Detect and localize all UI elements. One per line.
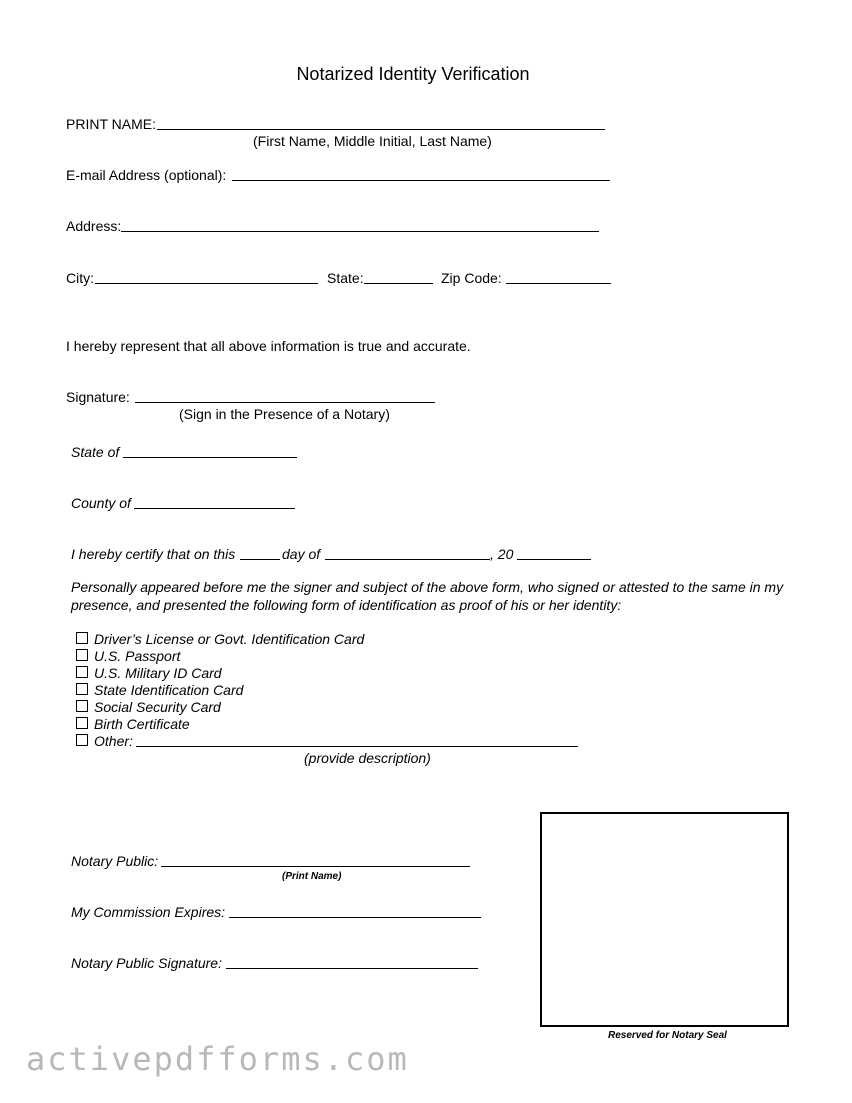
address-field[interactable] <box>121 231 599 232</box>
commission-label: My Commission Expires: <box>71 904 226 920</box>
checkbox-passport[interactable] <box>76 649 88 661</box>
certify-day-label: day of <box>282 546 321 562</box>
certify-month-field[interactable] <box>325 559 490 560</box>
checkbox-military-id[interactable] <box>76 666 88 678</box>
city-label: City: <box>66 270 94 286</box>
other-description-field[interactable] <box>136 746 578 747</box>
checkbox-other[interactable] <box>76 734 88 746</box>
declaration-text: I hereby represent that all above information is true and accurate. <box>66 338 471 354</box>
option-other: Other: <box>94 733 133 749</box>
notary-seal-box <box>540 812 789 1027</box>
notary-signature-field[interactable] <box>226 968 478 969</box>
other-hint: (provide description) <box>304 750 431 766</box>
checkbox-state-id[interactable] <box>76 683 88 695</box>
print-name-field[interactable] <box>157 129 605 130</box>
county-of-label: County of <box>71 495 131 511</box>
option-birth-certificate: Birth Certificate <box>94 716 190 732</box>
option-social-security: Social Security Card <box>94 699 221 715</box>
signature-label: Signature: <box>66 389 130 405</box>
state-of-field[interactable] <box>123 457 297 458</box>
city-field[interactable] <box>95 283 318 284</box>
certify-day-field[interactable] <box>240 559 280 560</box>
watermark-text: activepdfforms.com <box>26 1040 409 1078</box>
state-of-label: State of <box>71 444 120 460</box>
checkbox-drivers-license[interactable] <box>76 632 88 644</box>
notary-public-field[interactable] <box>161 866 470 867</box>
option-military-id: U.S. Military ID Card <box>94 665 222 681</box>
state-label: State: <box>327 270 364 286</box>
certify-prefix: I hereby certify that on this <box>71 546 236 562</box>
option-drivers-license: Driver’s License or Govt. Identification Card <box>94 631 365 647</box>
zip-field[interactable] <box>506 283 611 284</box>
page-title: Notarized Identity Verification <box>296 64 530 84</box>
state-field[interactable] <box>364 283 433 284</box>
county-of-field[interactable] <box>134 508 295 509</box>
checkbox-birth-certificate[interactable] <box>76 717 88 729</box>
print-name-hint: (First Name, Middle Initial, Last Name) <box>253 133 492 149</box>
option-passport: U.S. Passport <box>94 648 181 664</box>
commission-field[interactable] <box>229 917 481 918</box>
certify-year-field[interactable] <box>517 559 591 560</box>
appeared-paragraph: Personally appeared before me the signer and subject of the above form, who signed or attested to the same in my presence, and presented the following form of identification as proof of his or her identity: <box>71 579 784 613</box>
notary-seal-label: Reserved for Notary Seal <box>608 1030 727 1041</box>
certify-year-label: , 20 <box>490 546 514 562</box>
checkbox-social-security[interactable] <box>76 700 88 712</box>
zip-label: Zip Code: <box>441 270 502 286</box>
notary-signature-label: Notary Public Signature: <box>71 955 222 971</box>
signature-hint: (Sign in the Presence of a Notary) <box>179 406 390 422</box>
email-field[interactable] <box>232 180 610 181</box>
option-state-id: State Identification Card <box>94 682 244 698</box>
notary-public-label: Notary Public: <box>71 853 159 869</box>
print-name-label: PRINT NAME: <box>66 116 156 132</box>
email-label: E-mail Address (optional): <box>66 167 227 183</box>
signature-field[interactable] <box>135 402 435 403</box>
address-label: Address: <box>66 218 122 234</box>
notary-print-name-hint: (Print Name) <box>282 871 342 882</box>
